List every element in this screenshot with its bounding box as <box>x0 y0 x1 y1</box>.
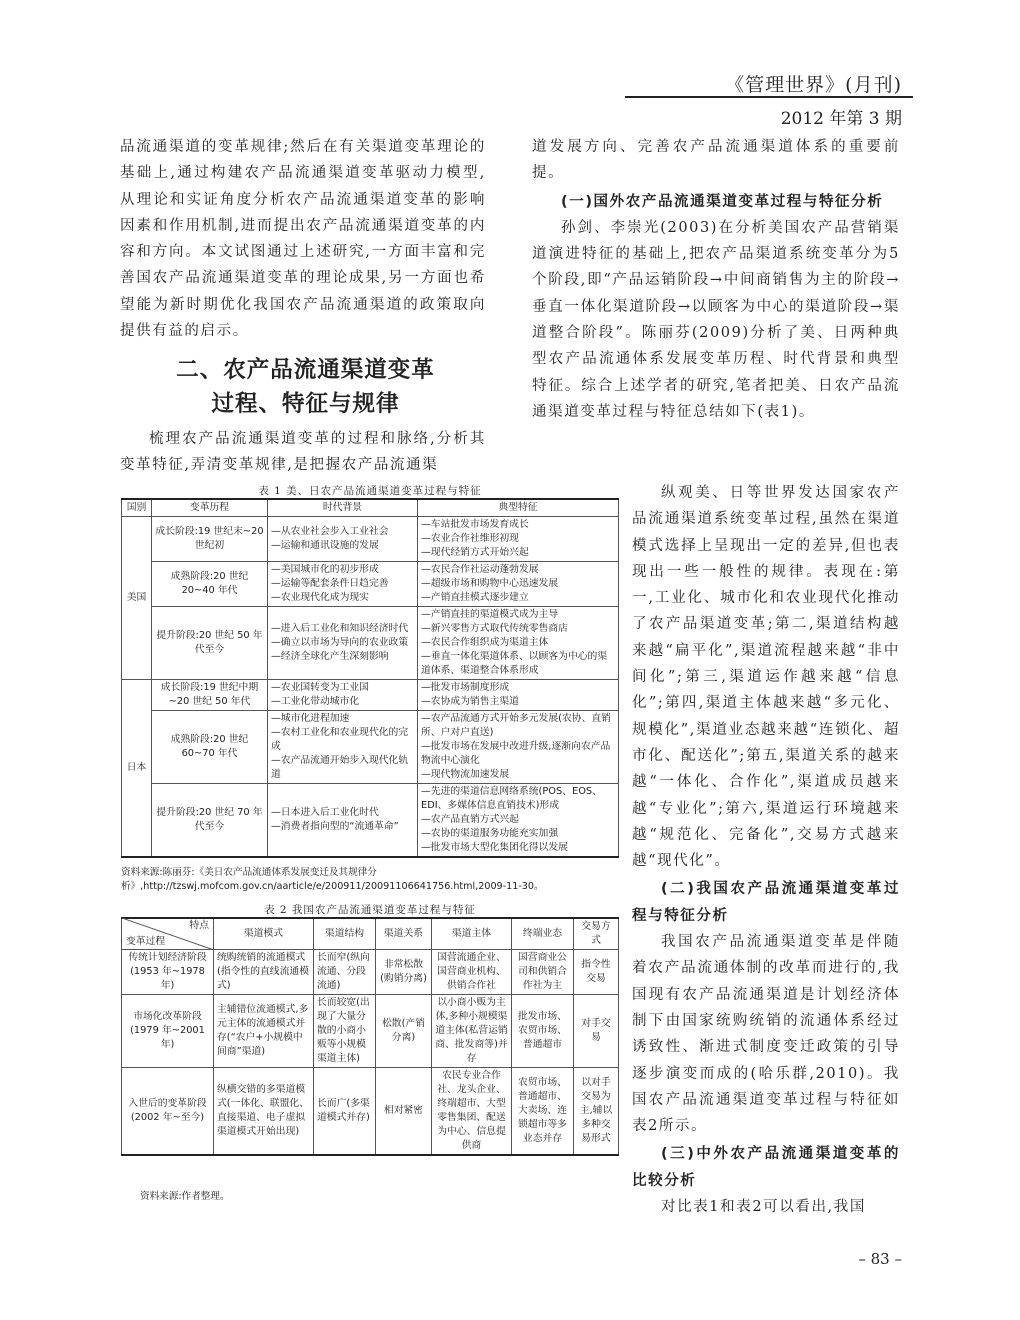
structure-cell: 长而较宽(出现了大量分散的小商小贩等小规模渠道主体) <box>314 995 376 1068</box>
header-rule <box>625 96 913 98</box>
table-row <box>122 995 619 1068</box>
table-header: 典型特征 <box>418 499 619 517</box>
table-row <box>122 680 619 711</box>
stage-cell: 提升阶段:20 世纪 70 年代至今 <box>152 784 268 858</box>
subject-cell: 以小商小贩为主体,多种小规模渠道主体(私营运销商、批发商等)并存 <box>432 995 512 1068</box>
table-row <box>122 499 619 517</box>
background-cell: —美国城市化的初步形成 —运输等配套条件日趋完善 —农业现代化成为现实 <box>268 562 418 607</box>
table-2 <box>121 917 619 1156</box>
table-2-caption: 表 2 我国农产品流通渠道变革过程与特征 <box>264 904 476 916</box>
section-title-line-2: 过程、特征与规律 <box>211 391 400 417</box>
feature-cell: —批发市场制度形成 —农协成为销售主渠道 <box>418 680 619 711</box>
table-header: 交易方式 <box>574 918 619 950</box>
subsection-2-title: (二)我国农产品流通渠道变革过程与特征分析 <box>632 881 900 924</box>
relation-cell: 非常松散(购销分离) <box>376 950 432 995</box>
table-1 <box>121 498 619 858</box>
table-1-source: 资料来源:陈丽芬:《美日农产品流通体系发展变迁及其规律分析》,http://tzswj.mofcom.gov.cn/aarticle/e/200911/20091106641756.html,2009-11-30。 <box>121 867 544 892</box>
mode-cell: 统购统销的流通模式(指令性的直线流通模式) <box>214 950 314 995</box>
feature-cell: —车站批发市场发育成长 —农业合作社维形初现 —现代经销方式开始兴起 <box>418 517 619 562</box>
table-header: 终端业态 <box>512 918 574 950</box>
table-row <box>122 607 619 680</box>
subsection-3-title: (三)中外农产品流通渠道变革的比较分析 <box>632 1146 900 1189</box>
terminal-cell: 农贸市场、普通超市、大卖场、连锁超市等多业态并存 <box>512 1068 574 1156</box>
mode-cell: 纵横交错的多渠道模式(一体化、联盟化、直接渠道、电子虚拟渠道模式开始出现) <box>214 1068 314 1156</box>
right-column-lower <box>632 480 900 1220</box>
journal-title: 《管理世界》(月刊) <box>725 74 902 96</box>
section-title-line-1: 二、农产品流通渠道变革 <box>176 357 435 383</box>
subject-cell: 农民专业合作社、龙头企业、终端超市、大型零售集团、配送为中心、信息提供商 <box>432 1068 512 1156</box>
left-paragraph-1: 品流通渠道的变革规律;然后在有关渠道变革理论的基础上,通过构建农产品流通渠道变革驱动力模型,从理论和实证角度分析农产品流通渠道变革的影响因素和作用机制,进而提出农产品流通渠道变革的内容和方向。本文试图通过上述研究,一方面丰富和完善国农产品流通渠道变革的理论成果,另一方面也希望能为新时期优化我国农产品流通渠道的政策取向提供有益的启示。 <box>120 139 486 340</box>
relation-cell: 松散(产销分离) <box>376 995 432 1068</box>
feature-cell: —农民合作社运动蓬勃发展 —超级市场和购物中心迅速发展 —产销直挂模式逐步建立 <box>418 562 619 607</box>
table-row <box>122 784 619 858</box>
table-header: 渠道结构 <box>314 918 376 950</box>
table-header: 变革历程 <box>152 499 268 517</box>
diag-bottom-label: 变革过程 <box>126 936 166 947</box>
background-cell: —农业国转变为工业国 —工业化带动城市化 <box>268 680 418 711</box>
right-paragraph-3: 纵观美、日等世界发达国家农产品流通渠道系统变革过程,虽然在渠道模式选择上呈现出一定的差异,但也表现出一些一般性的规律。表现在:第一,工业化、城市化和农业现代化推动了农产品渠道变革;第二,渠道结构越来越“扁平化”,渠道流程越来越“非中间化”;第三,渠道运作越来越“信息化”;第四,渠道主体越来越“多元化、规模化”,渠道业态越来越“连锁化、超市化、配送化”;第五,渠道关系的越来越“一体化、合作化”,渠道成员越来越“专业化”;第六,渠道运行环境越来越“规范化、完备化”,交易方式越来越“现代化”。 <box>632 485 900 870</box>
feature-cell: —农产品流通方式开始多元发展(农协、直销所、户对户直送) —批发市场在发展中改进升级,逐渐向农产品物流中心演化 —现代物流加速发展 <box>418 711 619 784</box>
stage-cell: 市场化改革阶段(1979 年~2001 年) <box>122 995 214 1068</box>
mode-cell: 主辅错位流通模式,多元主体的流通模式并存(“农户+小规模中间商”渠道) <box>214 995 314 1068</box>
terminal-cell: 国营商业公司和供销合作社为主 <box>512 950 574 995</box>
stage-cell: 成熟阶段:20 世纪 60~70 年代 <box>152 711 268 784</box>
issue-number: 2012 年第 3 期 <box>780 109 902 129</box>
feature-cell: —先进的渠道信息网络系统(POS、EOS、EDI、多媒体信息直销技术)形成 —农产品直销方式兴起 —农协的渠道服务功能充实加强 —批发市场大型化集团化得以发展 <box>418 784 619 858</box>
table-header: 渠道关系 <box>376 918 432 950</box>
country-cell: 日本 <box>122 680 152 858</box>
trade-cell: 以对手交易为主,辅以多种交易形式 <box>574 1068 619 1156</box>
table-row <box>122 950 619 995</box>
diag-top-label: 特点 <box>189 920 209 931</box>
right-paragraph-5: 对比表1和表2可以看出,我国 <box>661 1199 866 1216</box>
background-cell: —城市化进程加速 —农村工业化和农业现代化的完成 —农产品流通开始步入现代化轨道 <box>268 711 418 784</box>
left-column-2 <box>120 426 486 479</box>
feature-cell: —产销直挂的渠道模式成为主导 —新兴零售方式取代传统零售商店 —农民合作组织成为渠道主体 —垂直一体化渠道体系、以顾客为中心的渠道体系、渠道整合体系形成 <box>418 607 619 680</box>
right-paragraph-2: 孙剑、李崇光(2003)在分析美国农产品营销渠道演进特征的基础上,把农产品渠道系统变革分为5个阶段,即“产品运销阶段→中间商销售为主的阶段→垂直一体化渠道阶段→以顾客为中心的渠道阶段→渠道整合阶段”。陈丽芬(2009)分析了美、日两种典型农产品流通体系发展变革历程、时代背景和典型特征。综合上述学者的研究,笔者把美、日农产品流通渠道变革过程与特征总结如下(表1)。 <box>532 219 900 420</box>
stage-cell: 成长阶段:19 世纪末~20世纪初 <box>152 517 268 562</box>
stage-cell: 成熟阶段:20 世纪 20~40 年代 <box>152 562 268 607</box>
left-column <box>120 134 486 344</box>
table-row <box>122 562 619 607</box>
country-cell: 美国 <box>122 517 152 680</box>
stage-cell: 入世后的变革阶段(2002 年~至今) <box>122 1068 214 1156</box>
table-row <box>122 1068 619 1156</box>
structure-cell: 长而窄(纵向流通、分段流通) <box>314 950 376 995</box>
table-row <box>122 517 619 562</box>
right-column-top <box>532 134 900 425</box>
section-title <box>128 353 483 421</box>
background-cell: —日本进入后工业化时代 —消费者指向型的“流通革命” <box>268 784 418 858</box>
stage-cell: 提升阶段:20 世纪 50 年代至今 <box>152 607 268 680</box>
table-header: 渠道主体 <box>432 918 512 950</box>
table-1-caption: 表 1 美、日农产品流通渠道变革过程与特征 <box>258 485 482 497</box>
terminal-cell: 批发市场、农贸市场、普通超市 <box>512 995 574 1068</box>
trade-cell: 对手交易 <box>574 995 619 1068</box>
page-number: – 83 – <box>858 1250 902 1268</box>
background-cell: —进入后工业化和知识经济时代 —确立以市场为导向的农业政策 —经济全球化产生深刻影响 <box>268 607 418 680</box>
subsection-1-title: (一)国外农产品流通渠道变革过程与特征分析 <box>561 193 884 210</box>
left-paragraph-2: 梳理农产品流通渠道变革的过程和脉络,分析其变革特征,弄清变革规律,是把握农产品流通渠 <box>120 431 486 474</box>
table-row <box>122 918 619 950</box>
table-header: 国别 <box>122 499 152 517</box>
table-header: 渠道模式 <box>214 918 314 950</box>
table-2-source: 资料来源:作者整理。 <box>140 1191 230 1202</box>
relation-cell: 相对紧密 <box>376 1068 432 1156</box>
structure-cell: 长而广(多渠道模式并存) <box>314 1068 376 1156</box>
background-cell: —从农业社会步入工业社会 —运输和通讯设施的发展 <box>268 517 418 562</box>
trade-cell: 指令性交易 <box>574 950 619 995</box>
diagonal-header <box>122 918 214 950</box>
right-paragraph-4: 我国农产品流通渠道变革是伴随着农产品流通体制的改革而进行的,我国现有农产品流通渠道是计划经济体制下由国家统购统销的流通体系经过诱致性、渐进式制度变迁政策的引导逐步演变而成的(哈乐群,2010)。我国农产品流通渠道变革过程与特征如表2所示。 <box>632 934 900 1135</box>
right-paragraph-1: 道发展方向、完善农产品流通渠道体系的重要前提。 <box>532 139 900 182</box>
stage-cell: 传统计划经济阶段(1953 年~1978 年) <box>122 950 214 995</box>
subject-cell: 国营流通企业、国营商业机构、供销合作社 <box>432 950 512 995</box>
table-row <box>122 711 619 784</box>
stage-cell: 成长阶段:19 世纪中期~20 世纪 50 年代 <box>152 680 268 711</box>
table-header: 时代背景 <box>268 499 418 517</box>
